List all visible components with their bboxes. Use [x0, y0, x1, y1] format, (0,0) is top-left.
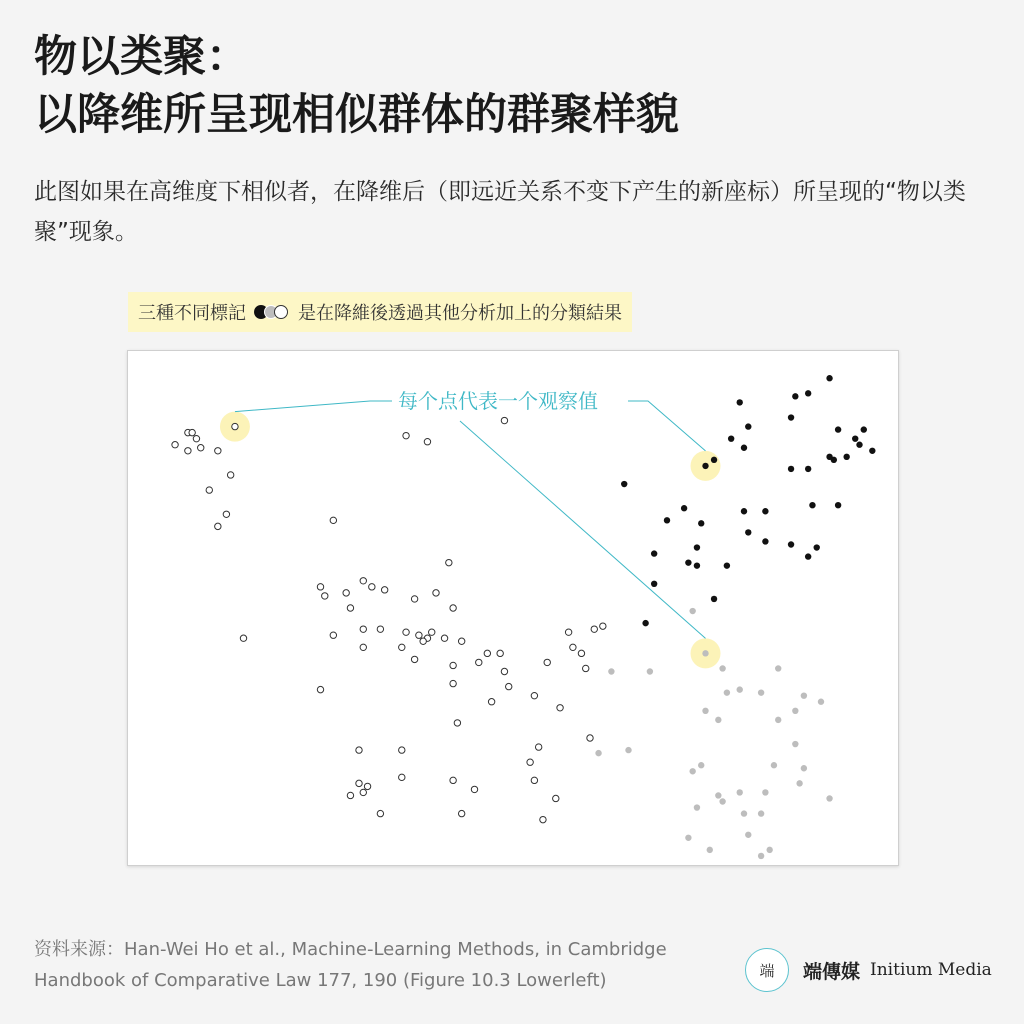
point-black-12: [826, 454, 832, 460]
point-gray-18: [737, 789, 743, 795]
point-white-11: [215, 523, 221, 529]
point-white-75: [540, 816, 546, 822]
point-gray-25: [707, 847, 713, 853]
point-white-56: [578, 650, 584, 656]
point-white-68: [399, 774, 405, 780]
point-white-8: [185, 448, 191, 454]
scatter-plot: [127, 350, 899, 866]
point-black-5: [792, 393, 798, 399]
point-white-34: [403, 629, 409, 635]
point-white-9: [206, 487, 212, 493]
point-black-28: [724, 562, 730, 568]
point-white-26: [343, 590, 349, 596]
point-white-66: [471, 786, 477, 792]
point-black-9: [869, 448, 875, 454]
point-white-37: [441, 635, 447, 641]
point-white-30: [360, 644, 366, 650]
point-black-22: [664, 517, 670, 523]
source-line-2: Handbook of Comparative Law 177, 190 (Figure 10.3 Lowerleft): [34, 970, 607, 991]
point-white-64: [527, 759, 533, 765]
point-gray-16: [719, 798, 725, 804]
point-white-5: [215, 448, 221, 454]
leader-line-lower: [460, 421, 706, 638]
point-black-21: [805, 466, 811, 472]
point-white-13: [403, 432, 409, 438]
point-gray-13: [826, 795, 832, 801]
point-gray-28: [595, 750, 601, 756]
point-gray-22: [689, 768, 695, 774]
point-gray-8: [792, 741, 798, 747]
point-gray-15: [741, 810, 747, 816]
point-black-2: [728, 435, 734, 441]
brand-name-en: Initium Media: [870, 960, 992, 980]
white-dot-icon: [274, 305, 288, 319]
point-white-43: [501, 668, 507, 674]
point-gray-29: [625, 747, 631, 753]
point-gray-12: [796, 780, 802, 786]
point-black-35: [651, 581, 657, 587]
point-gray-2: [737, 686, 743, 692]
point-white-23: [369, 584, 375, 590]
point-white-24: [317, 584, 323, 590]
leader-line-left: [235, 401, 392, 412]
point-gray-33: [689, 608, 695, 614]
point-gray-3: [758, 689, 764, 695]
point-gray-35: [766, 847, 772, 853]
point-black-29: [805, 553, 811, 559]
point-black-36: [642, 620, 648, 626]
point-white-6: [227, 472, 233, 478]
point-white-35: [416, 632, 422, 638]
point-black-33: [835, 502, 841, 508]
point-black-4: [741, 445, 747, 451]
point-white-76: [553, 795, 559, 801]
point-gray-30: [792, 708, 798, 714]
point-white-69: [364, 783, 370, 789]
point-black-38: [711, 596, 717, 602]
point-white-60: [570, 644, 576, 650]
scatter-plot-svg: [128, 351, 898, 865]
point-white-10: [223, 511, 229, 517]
point-black-30: [814, 544, 820, 550]
point-white-39: [450, 662, 456, 668]
point-white-7: [198, 445, 204, 451]
point-white-59: [600, 623, 606, 629]
point-white-58: [591, 626, 597, 632]
point-white-71: [360, 789, 366, 795]
title-line-2: 以降维所呈现相似群体的群聚样貌: [34, 90, 679, 140]
point-gray-6: [818, 699, 824, 705]
point-white-25: [322, 593, 328, 599]
point-white-74: [458, 810, 464, 816]
point-gray-34: [724, 689, 730, 695]
point-gray-4: [775, 665, 781, 671]
point-white-61: [557, 705, 563, 711]
point-black-20: [788, 466, 794, 472]
point-black-6: [835, 426, 841, 432]
point-gray-7: [775, 717, 781, 723]
point-white-20: [411, 596, 417, 602]
point-white-33: [420, 638, 426, 644]
point-black-31: [788, 541, 794, 547]
points-layer: [172, 375, 876, 859]
point-black-17: [741, 508, 747, 514]
point-white-53: [531, 692, 537, 698]
point-black-26: [685, 559, 691, 565]
point-white-3: [189, 429, 195, 435]
point-white-40: [476, 659, 482, 665]
legend-note: [128, 292, 632, 332]
title-line-1: 物以类聚：: [34, 32, 249, 82]
annotation-layer: [398, 389, 598, 413]
point-white-1: [172, 442, 178, 448]
point-gray-5: [801, 692, 807, 698]
point-gray-26: [647, 668, 653, 674]
point-white-15: [501, 417, 507, 423]
point-gray-17: [715, 792, 721, 798]
point-gray-0: [702, 650, 708, 656]
point-gray-27: [608, 668, 614, 674]
point-white-4: [193, 435, 199, 441]
point-white-63: [535, 744, 541, 750]
point-black-14: [856, 442, 862, 448]
source-note: [34, 934, 714, 996]
point-white-44: [240, 635, 246, 641]
point-black-10: [861, 426, 867, 432]
point-white-65: [450, 777, 456, 783]
point-gray-31: [745, 832, 751, 838]
leader-line-right: [628, 401, 706, 451]
point-white-31: [377, 626, 383, 632]
point-white-0: [232, 423, 238, 429]
point-white-21: [381, 587, 387, 593]
point-black-8: [788, 414, 794, 420]
point-black-25: [745, 529, 751, 535]
point-white-41: [484, 650, 490, 656]
point-white-51: [506, 683, 512, 689]
point-black-15: [852, 435, 858, 441]
subtitle: 此图如果在高维度下相似者，在降维后（即远近关系不变下产生的新座标）所呈现的“物以类聚”现象。: [34, 179, 966, 245]
point-gray-10: [771, 762, 777, 768]
point-white-73: [377, 810, 383, 816]
point-black-0: [737, 399, 743, 405]
page-title: [34, 28, 994, 144]
point-white-54: [544, 659, 550, 665]
point-black-40: [711, 457, 717, 463]
point-black-34: [809, 502, 815, 508]
point-gray-32: [758, 853, 764, 859]
point-black-39: [702, 463, 708, 469]
point-white-46: [411, 656, 417, 662]
point-white-18: [433, 590, 439, 596]
point-white-70: [347, 792, 353, 798]
highlight-layer: [220, 412, 721, 669]
point-white-17: [450, 605, 456, 611]
point-gray-11: [762, 789, 768, 795]
point-white-67: [531, 777, 537, 783]
point-white-27: [347, 605, 353, 611]
point-black-32: [694, 544, 700, 550]
legend-note-suffix: 是在降維後透過其他分析加上的分類結果: [298, 303, 622, 324]
point-white-28: [360, 626, 366, 632]
point-gray-1: [719, 665, 725, 671]
point-black-27: [694, 562, 700, 568]
point-black-1: [805, 390, 811, 396]
point-white-42: [497, 650, 503, 656]
point-gray-9: [801, 765, 807, 771]
point-gray-23: [694, 804, 700, 810]
point-black-24: [698, 520, 704, 526]
point-white-47: [450, 680, 456, 686]
point-white-14: [424, 439, 430, 445]
point-white-55: [565, 629, 571, 635]
point-white-72: [356, 780, 362, 786]
point-black-7: [826, 375, 832, 381]
point-white-36: [429, 629, 435, 635]
point-white-50: [488, 699, 494, 705]
point-black-16: [651, 550, 657, 556]
point-white-12: [330, 517, 336, 523]
point-black-13: [843, 454, 849, 460]
legend-note-prefix: 三種不同標記: [138, 303, 246, 324]
point-white-62: [587, 735, 593, 741]
point-white-29: [330, 632, 336, 638]
point-gray-24: [685, 835, 691, 841]
brand: [745, 948, 992, 992]
point-white-22: [360, 578, 366, 584]
point-white-57: [583, 665, 589, 671]
annotation-label: 每个点代表一个观察值: [398, 389, 598, 413]
point-white-38: [458, 638, 464, 644]
point-white-48: [356, 747, 362, 753]
point-black-23: [681, 505, 687, 511]
point-black-37: [621, 481, 627, 487]
brand-name-cn: 端傳媒: [803, 960, 861, 983]
point-black-18: [762, 508, 768, 514]
point-gray-14: [758, 810, 764, 816]
point-white-52: [454, 720, 460, 726]
legend-marker-icons: [254, 305, 288, 319]
point-white-49: [399, 747, 405, 753]
point-black-19: [762, 538, 768, 544]
point-black-3: [745, 423, 751, 429]
initium-logo-icon: 端: [745, 948, 789, 992]
annotation-leader-lines: [235, 401, 706, 638]
point-white-16: [446, 559, 452, 565]
point-white-32: [399, 644, 405, 650]
point-white-45: [317, 686, 323, 692]
point-gray-20: [715, 717, 721, 723]
point-gray-21: [698, 762, 704, 768]
source-line-1: 资料来源：Han-Wei Ho et al., Machine-Learning Methods, in Cambridge: [34, 939, 667, 960]
point-gray-19: [702, 708, 708, 714]
